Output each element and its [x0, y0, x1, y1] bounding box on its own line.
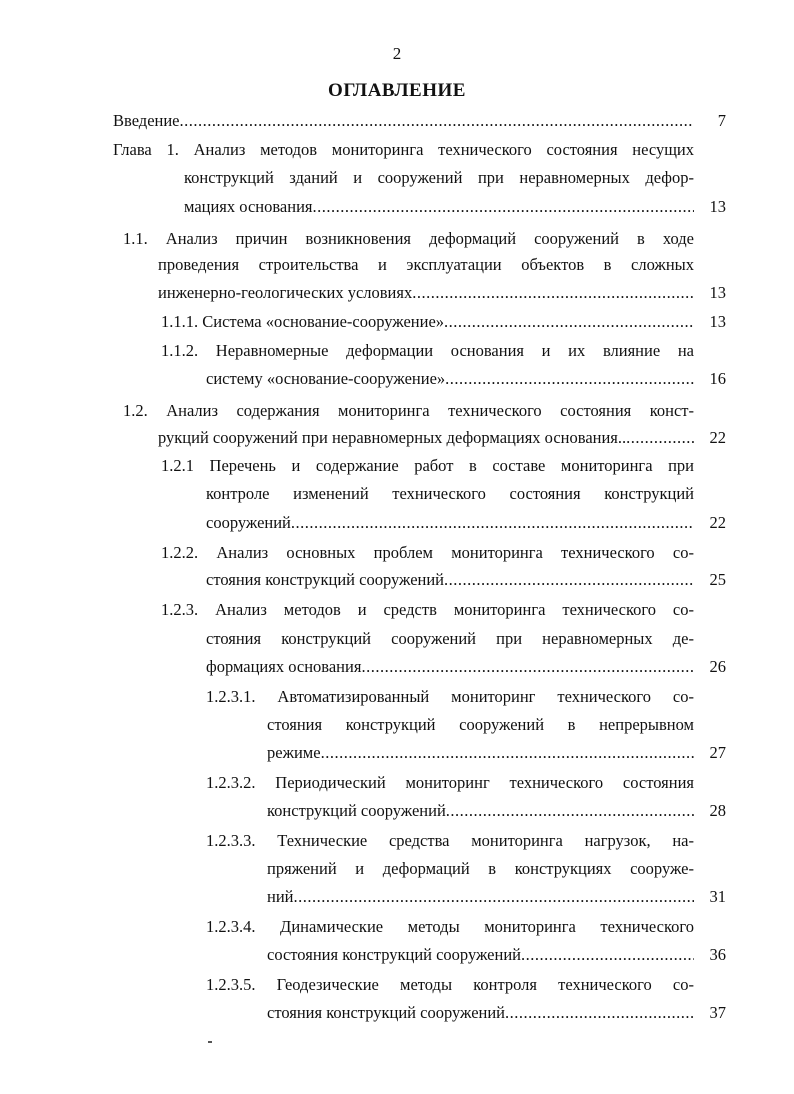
toc-page-number: 13: [709, 283, 726, 302]
toc-page-number: 13: [709, 197, 726, 216]
dot-leader: [444, 566, 694, 594]
toc-page-number: 13: [709, 312, 726, 331]
toc-entry-line: [184, 193, 694, 221]
dot-leader: [361, 653, 694, 681]
dot-leader: [521, 941, 694, 969]
toc-entry-line: Глава 1. Анализ методов мониторинга технического состояния несущих: [113, 140, 694, 159]
toc-entry-line: стояния конструкций сооружений при неравномерных де-: [206, 629, 694, 648]
dot-leader: [313, 193, 695, 221]
toc-entry-line: 1.2.1 Перечень и содержание работ в составе мониторинга при: [161, 456, 694, 475]
dot-leader: [626, 424, 694, 452]
toc-entry-text: режиме: [267, 743, 321, 762]
toc-entry-line: 1.2.3.3. Технические средства мониторинга нагрузок, на-: [206, 831, 694, 850]
toc-entry-line: контроле изменений технического состояния конструкций: [206, 484, 694, 503]
toc-entry-line: 1.2.2. Анализ основных проблем мониторинга технического со-: [161, 543, 694, 562]
toc-entry-text: 1.1.1. Система «основание-сооружение»: [161, 312, 445, 331]
toc-entry-line: [267, 941, 694, 969]
toc-entry-line: [206, 365, 694, 393]
toc-entry-line: 1.1.2. Неравномерные деформации основания и их влияние на: [161, 341, 694, 360]
toc-entry-line: [267, 883, 694, 911]
toc-page-number: 26: [709, 657, 726, 676]
toc-entry-line: 1.2.3.4. Динамические методы мониторинга технического: [206, 917, 694, 936]
toc-entry-line: конструкций зданий и сооружений при неравномерных дефор-: [184, 168, 694, 187]
dot-leader: [291, 509, 694, 537]
toc-entry-line: [158, 279, 694, 307]
toc-entry-text: формациях основания: [206, 657, 362, 676]
toc-entry-line: [161, 308, 694, 336]
toc-page-number: 31: [709, 887, 726, 906]
toc-entry-text: Введение: [113, 111, 180, 130]
toc-page-number: 7: [717, 111, 726, 130]
toc-entry-line: [158, 424, 694, 452]
toc-entry-text: стояния конструкций сооружений: [206, 570, 445, 589]
toc-entry-line: 1.2.3.5. Геодезические методы контроля технического со-: [206, 975, 694, 994]
scan-speck: [208, 1041, 212, 1043]
dot-leader: [180, 107, 694, 135]
dot-leader: [412, 279, 694, 307]
toc-entry-text: рукций сооружений при неравномерных деформациях основания..: [158, 428, 627, 447]
toc-entry-text: состояния конструкций сооружений: [267, 945, 521, 964]
toc-entry-line: [267, 797, 694, 825]
toc-entry-line: [267, 739, 694, 767]
toc-entry-text: мациях основания: [184, 197, 313, 216]
dot-leader: [444, 308, 694, 336]
toc-entry-text: инженерно-геологических условиях: [158, 283, 413, 302]
toc-page-number: 22: [709, 513, 726, 532]
toc-page-number: 27: [709, 743, 726, 762]
toc-entry-text: стояния конструкций сооружений: [267, 1003, 506, 1022]
dot-leader: [505, 999, 694, 1027]
toc-entry-text: сооружений: [206, 513, 291, 532]
toc-entry-line: [206, 566, 694, 594]
toc-page-number: 25: [709, 570, 726, 589]
toc-page-number: 36: [709, 945, 726, 964]
toc-page-number: 16: [709, 369, 726, 388]
toc-entry-line: 1.2.3. Анализ методов и средств мониторинга технического со-: [161, 600, 694, 619]
toc-entry-line: [206, 509, 694, 537]
toc-entry-line: 1.2.3.1. Автоматизированный мониторинг технического со-: [206, 687, 694, 706]
toc-entry-line: 1.2. Анализ содержания мониторинга технического состояния конст-: [123, 401, 694, 420]
toc-entry-line: 1.1. Анализ причин возникновения деформаций сооружений в ходе: [123, 229, 694, 248]
toc-page-number: 28: [709, 801, 726, 820]
page-number: 2: [392, 44, 402, 63]
toc-entry-line: пряжений и деформаций в конструкциях сооруже-: [267, 859, 694, 878]
toc-entry-text: ний: [267, 887, 294, 906]
toc-entry-line: [206, 653, 694, 681]
dot-leader: [446, 797, 694, 825]
toc-entry-line: стояния конструкций сооружений в непрерывном: [267, 715, 694, 734]
dot-leader: [294, 883, 695, 911]
toc-entry-text: конструкций сооружений: [267, 801, 446, 820]
toc-page-number: 22: [709, 428, 726, 447]
toc-entry-text: систему «основание-сооружение»: [206, 369, 446, 388]
toc-entry-line: [113, 107, 694, 135]
toc-page-number: 37: [709, 1003, 726, 1022]
dot-leader: [445, 365, 694, 393]
toc-title: ОГЛАВЛЕНИЕ: [328, 80, 466, 101]
toc-entry-line: [267, 999, 694, 1027]
toc-entry-line: 1.2.3.2. Периодический мониторинг технического состояния: [206, 773, 694, 792]
dot-leader: [321, 739, 694, 767]
toc-entry-line: проведения строительства и эксплуатации объектов в сложных: [158, 255, 694, 274]
